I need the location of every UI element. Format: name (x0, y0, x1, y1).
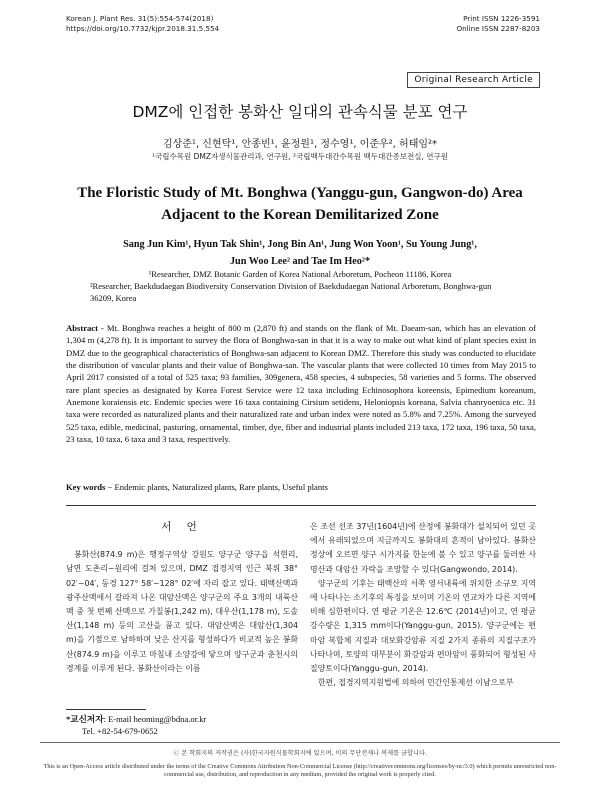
korean-title: DMZ에 인접한 봉화산 일대의 관속식물 분포 연구 (132, 103, 468, 121)
journal-citation: Korean J. Plant Res. 31(5):554-574(2018) (66, 14, 214, 23)
affiliation-1: ¹Researcher, DMZ Botanic Garden of Korea National Arboretum, Pocheon 11186, Korea (148, 269, 452, 279)
intro-paragraph-4: 한편, 접경지역지원법에 의하여 민간인통제선 이남으로부 (318, 678, 514, 688)
english-title (70, 182, 530, 226)
english-affiliations (90, 268, 510, 304)
print-issn: Print ISSN 1226-3591 (463, 14, 540, 23)
abstract-label: Abstract (66, 323, 98, 333)
english-authors-line1: Sang Jun Kim¹, Hyun Tak Shin¹, Jong Bin An¹, Jung Won Yoon¹, Su Young Jung¹, (123, 239, 477, 250)
english-title-line1: The Floristic Study of Mt. Bonghwa (Yanggu-gun, Gangwon-do) Area (77, 185, 523, 201)
section-divider (66, 505, 536, 506)
right-column (310, 520, 536, 690)
keywords-label: Key words (66, 482, 106, 492)
footer-divider (40, 742, 560, 743)
open-access-notice: This is an Open-Access article distributed under the terms of the Creative Commons Attribution Non-Commercial License (http://creativecommons.org/licenses/by-nc/3.0) which permits unrestricted non-commercial use, distribution, and reproduction in any medium, provided the original work is properly cited. (43, 763, 557, 778)
intro-paragraph-2: 은 조선 선조 37년(1604년)에 산정에 봉화대가 설치되어 있던 곳에서 유래되었으며 지금까지도 봉화대의 흔적이 남아있다. 봉화산 정상에 오르면 양구 시가지를 한눈에 볼 수 있고 양구를 둘러싼 사명산과 대암산 자락을 조망할 수 있다(Gangwondo, 2014). (310, 522, 536, 574)
journal-header (66, 14, 219, 33)
corresponding-tel: Tel. +82-54-679-0652 (82, 726, 158, 736)
keywords (66, 482, 536, 492)
intro-paragraph-1: 봉화산(874.9 m)은 행정구역상 강원도 양구군 양구읍 석현리, 남면 도촌리~원리에 걸쳐 있으며, DMZ 접경지역 인근 북위 38° 02′~04′, 동경 127° 58′~128° 02′에 자리 잡고 있다. 태백산맥과 광주산맥에서 갈라져 나온 대암산맥은 양구군의 주요 3개의 내륙산맥 중 첫 번째 산맥으로 가칠봉(1,242 m), 대우산(1,178 m), 도솔산(1,148 m) 등의 고산을 품고 있다. 대암산맥은 대암산(1,304 m)을 기점으로 남하하며 낮은 산지를 형성하다가 비교적 높은 봉화산(874.9 m)을 이루고 마침내 소양강에 닿으며 양구군과 춘천시의 경계를 이루게 된다. 봉화산이라는 이름 (66, 550, 298, 673)
affiliation-2: ²Researcher, Baekdudaegan Biodiversity Conservation Division of Baekdudaegan National Arboretum, Bonghwa-gun 36209, Korea (90, 281, 492, 303)
corresponding-label: *교신저자 (66, 714, 104, 724)
doi-link[interactable]: https://doi.org/10.7732/kjpr.2018.31.5.554 (66, 23, 220, 33)
online-issn: Online ISSN 2287-8203 (456, 23, 540, 33)
english-title-line2: Adjacent to the Korean Demilitarized Zone (161, 207, 439, 223)
korean-affiliations: ¹국립수목원 DMZ자생식물관리과, 연구원, ²국립백두대간수목원 백두대간종보전실, 연구원 (151, 152, 449, 161)
issn-header (456, 14, 540, 33)
keywords-text: − Endemic plants, Naturalized plants, Rare plants, Useful plants (105, 482, 328, 492)
intro-paragraph-3: 양구군의 기후는 태백산의 서쪽 영서내륙에 위치한 소규모 지역에 나타나는 소기후의 특징을 보이며 기온의 연교차가 다른 지역에 비해 심한편이다. 연 평균 기온은 12.6℃ (2014년)이고, 연 평균 강수량은 1,315 mm이다(Yanggu-gun, 2015). 양구군에는 편마암 복합체 지질과 대보화강암류 지질 2가지 종류의 지질구조가 나타나며, 토양의 대부분이 화강암과 편마암이 풍화되어 형성된 사질양토이다(Yanggu-gun, 2014). (310, 578, 536, 674)
corresponding-author (66, 713, 206, 737)
section-title: 서 언 (161, 521, 203, 533)
abstract-text: - Mt. Bonghwa reaches a height of 800 m (2,870 ft) and stands on the flank of Mt. Daeam-san, which has an elevation of 1,304 m (4,278 ft). It is important to survey the flora of Bonghwa-san in that it is a way to make out what kind of plant species exist in DMZ due to the geographical characteristics of Bonghwa-san adjacent to Korean DMZ. Therefore this study was conducted to elucidate the distribution of vascular plants and their value of Bonghwa-san. The vascular plants that were collected 10 times from May 2015 to April 2017 consisted of a total of 525 taxa; 93 families, 309genera, 458 species, 4 subspecies, 58 varieties and 5 forms. The observed rare plant species as designated by Korea Forest Service were 12 taxa including Echinosophora koreensis, Epimedium koreanum, Anemone koraiensis etc. Endemic species were 16 taxa containing Cirsium setidens, Heloniopsis koreana, Salvia chanryoenica etc. 31 taxa were recorded as naturalized plants and their naturalized rate and urban index were noted as 5.8% and 7.25%. Among the surveyed 525 taxa, edible, medicinal, pasturing, ornamental, timber, dye, fiber and industrial plants included 213 taxa, 172 taxa, 196 taxa, 50 taxa, 23 taxa, 10 taxa, 6 taxa and 3 taxa, respectively. (66, 323, 536, 445)
article-type-badge: Original Research Article (407, 72, 540, 88)
english-authors (60, 236, 540, 270)
corresponding-divider (66, 709, 146, 710)
corresponding-email[interactable]: : E-mail heoming@bdna.or.kr (103, 714, 207, 724)
copyright-notice: ⓒ 본 학회지의 저작권은 (사)한국자원식물학회지에 있으며, 이의 무단전재나 복제를 금합니다. (173, 750, 427, 757)
left-column (66, 520, 298, 676)
english-authors-line2: Jun Woo Lee² and Tae Im Heo²* (229, 256, 371, 267)
korean-authors: 김상준¹, 신현탁¹, 안종빈¹, 윤정원¹, 정수영¹, 이준우², 허태임²* (162, 139, 438, 150)
abstract (66, 322, 536, 445)
